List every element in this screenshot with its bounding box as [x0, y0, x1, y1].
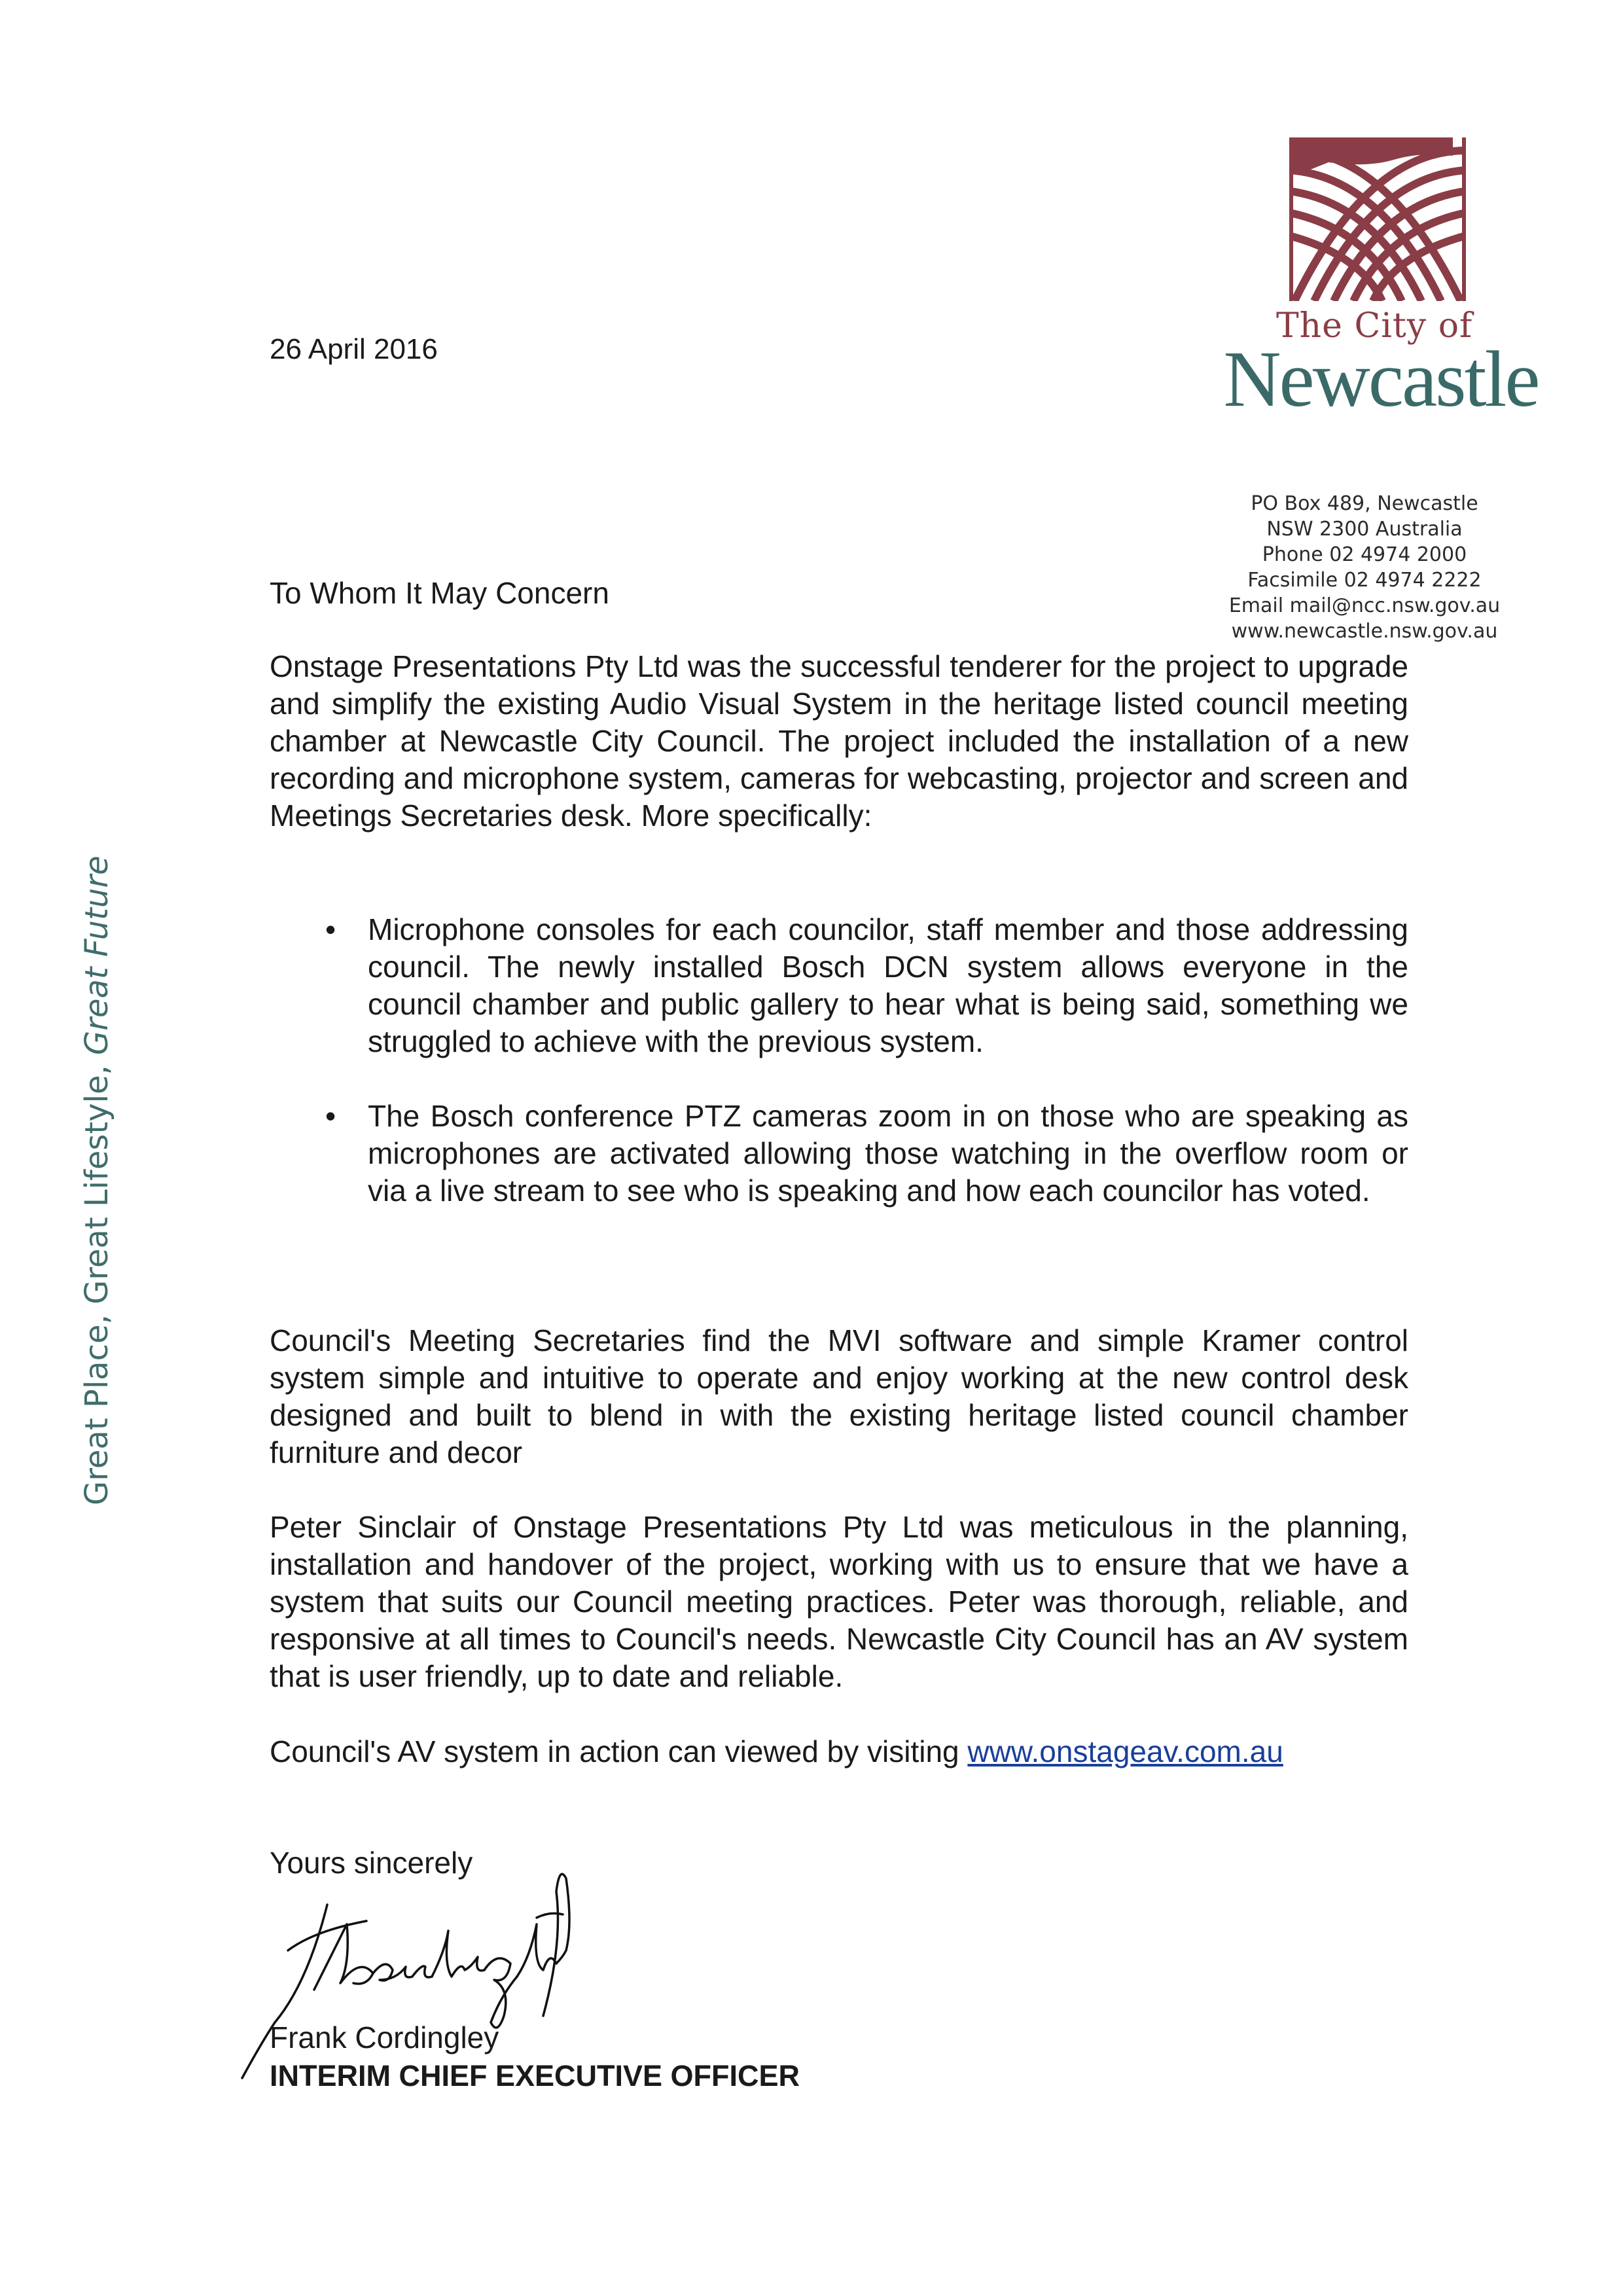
bullet-text: Microphone consoles for each councilor, staff member and those addressing council. The newly installed Bosch DCN system allows everyone in the council chamber and public gallery to hear what is being said, something we struggled to achieve with the previous system. — [368, 912, 1408, 1058]
paragraph-av-in-action — [270, 1733, 1408, 1770]
list-item — [270, 1098, 1408, 1210]
list-item — [270, 911, 1408, 1060]
bullet-list — [270, 911, 1408, 1210]
address-line: NSW 2300 Australia — [1266, 518, 1463, 541]
paragraph-intro: Onstage Presentations Pty Ltd was the successful tenderer for the project to upgrade and simplify the existing Audio Visual System in the heritage listed council meeting chamber at Newcastle City Council. The project included the installation of a new recording and microphone system, cameras for webcasting, projector and screen and Meetings Secretaries desk. More specifically: — [270, 649, 1408, 833]
bullet-icon: • — [325, 912, 336, 946]
tagline-part1: Great Place, Great Lifestyle, — [79, 1054, 115, 1505]
onstage-website-link[interactable]: www.onstageav.com.au — [967, 1734, 1283, 1768]
website-line: www.newcastle.nsw.gov.au — [1231, 620, 1498, 643]
email-line: Email mail@ncc.nsw.gov.au — [1228, 594, 1501, 617]
closing: Yours sincerely — [270, 1846, 473, 1880]
bullet-icon: • — [325, 1099, 336, 1133]
signer-title: INTERIM CHIEF EXECUTIVE OFFICER — [270, 2059, 800, 2092]
address-line: PO Box 489, Newcastle — [1251, 492, 1478, 515]
city-of-newcastle-logo — [1191, 137, 1571, 465]
visit-text: Council's AV system in action can viewed by visiting — [270, 1734, 968, 1768]
phone-line: Phone 02 4974 2000 — [1262, 543, 1467, 566]
logo-text-newcastle: Newcastle — [1223, 335, 1539, 423]
city-tagline — [79, 855, 115, 1505]
letter-date: 26 April 2016 — [270, 333, 438, 365]
salutation: To Whom It May Concern — [270, 576, 609, 610]
paragraph-meeting-secretaries: Council's Meeting Secretaries find the MVI software and simple Kramer control system simple and intuitive to operate and enjoy working at the new control desk designed and built to blend in with the existing heritage listed council chamber furniture and decor — [270, 1323, 1408, 1469]
logo-flag-icon — [1289, 137, 1453, 170]
paragraph-peter-sinclair: Peter Sinclair of Onstage Presentations Pty Ltd was meticulous in the planning, installation and handover of the project, working with us to ensure that we have a system that suits our Council meeting practices. Peter was thorough, reliable, and responsive at all times to Council's needs. Newcastle City Council has an AV system that is user friendly, up to date and reliable. — [270, 1510, 1408, 1693]
fax-line: Facsimile 02 4974 2222 — [1247, 569, 1482, 592]
signer-name: Frank Cordingley — [270, 2020, 499, 2054]
logo-text-the-city-of: The City of — [1276, 306, 1473, 346]
tagline-part2: Great Future — [79, 855, 115, 1055]
contact-details — [1198, 491, 1531, 644]
bullet-text: The Bosch conference PTZ cameras zoom in on those who are speaking as microphones are activated allowing those watching in the overflow room or via a live stream to see who is speaking and how each councilor has voted. — [368, 1099, 1408, 1208]
